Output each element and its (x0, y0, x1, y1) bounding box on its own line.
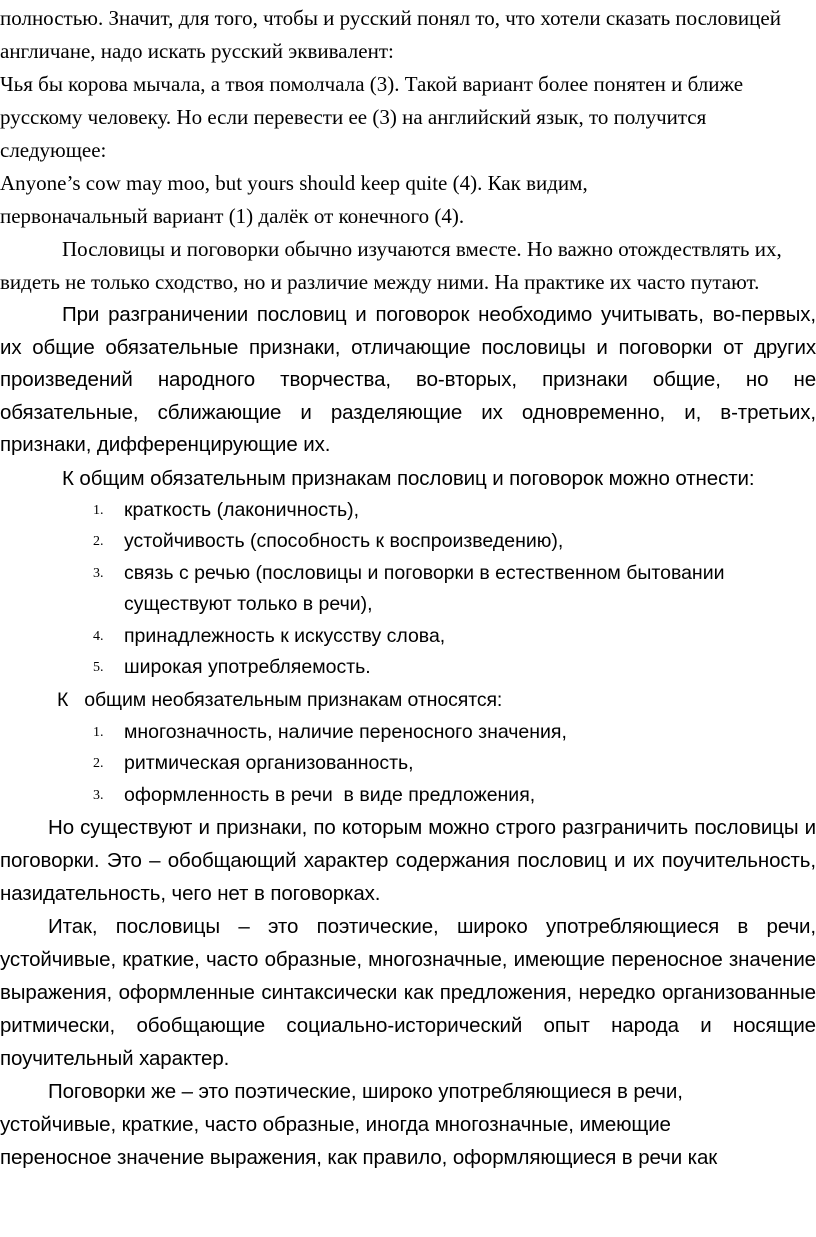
paragraph-6: К общим обязательным признакам пословиц и поговорок можно отнести: (62, 466, 755, 490)
list-item (0, 621, 816, 653)
list-item-number: 1. (93, 724, 104, 740)
list-item (0, 652, 816, 684)
list-item (0, 780, 816, 812)
list-item-text: устойчивость (способность к воспроизведению), (124, 530, 564, 552)
list-item-text: многозначность, наличие переносного значения, (124, 720, 567, 743)
paragraph-8: Но существуют и признаки, по которым можно строго разграничить пословицы и поговорки. Это – обобщающий характер содержания пословиц и их поучительность, назидательность, чего нет в поговорках. (0, 816, 816, 905)
paragraph-4: Пословицы и поговорки обычно изучаются вместе. Но важно отождествлять их, видеть не только сходство, но и различие между ними. На практике их часто путают. (0, 237, 782, 294)
paragraph-5: При разграничении пословиц и поговорок необходимо учитывать, во-первых, их общие обязательные признаки, отличающие пословицы и поговорки от других произведений народного творчества, во-вторых, признаки общие, но не обязательные, сближающие и разделяющие их одновременно, и, в-третьих, признаки, дифференцирующие их. (0, 303, 816, 456)
optional-features-list (0, 717, 816, 812)
list-item-text: связь с речью (пословицы и поговорки в естественном бытовании существуют только в речи), (124, 561, 725, 615)
list-item-number: 2. (93, 756, 104, 771)
paragraph-7: К общим необязательным признакам относятся: (57, 688, 503, 711)
list-item-text: оформленность в речи в виде предложения, (124, 783, 536, 806)
paragraph-9: Итак, пословицы – это поэтические, широко употребляющиеся в речи, устойчивые, краткие, часто образные, многозначные, имеющие переносное значение выражения, оформленные синтаксически как предложения, нередко организованные ритмически, обобщающие социально-исторический опыт народа и носящие поучительный характер. (0, 915, 816, 1070)
list-item-number: 5. (93, 660, 104, 675)
paragraph-1: полностью. Значит, для того, чтобы и русский понял то, что хотели сказать пословицей англичане, надо искать русский эквивалент: (0, 6, 781, 63)
paragraph-10: Поговорки же – это поэтические, широко употребляющиеся в речи, устойчивые, краткие, часто образные, иногда многозначные, имеющие переносное значение выражения, как правило, оформляющиеся в речи как (0, 1080, 718, 1169)
list-item-number: 1. (93, 502, 104, 518)
list-item (0, 558, 816, 621)
list-item-number: 4. (93, 628, 104, 644)
list-item-text: принадлежность к искусству слова, (124, 624, 446, 647)
list-item-text: ритмическая организованность, (124, 752, 414, 774)
list-item (0, 526, 816, 558)
paragraph-3: Anyone’s cow may moo, but yours should keep quite (4). Как видим, первоначальный вариант (1) далёк от конечного (4). (0, 171, 588, 228)
list-item-number: 3. (93, 787, 104, 803)
list-item (0, 495, 816, 527)
obligatory-features-list (0, 495, 816, 684)
list-item (0, 748, 816, 780)
list-item-text: широкая употребляемость. (124, 656, 371, 678)
list-item-number: 3. (93, 565, 104, 581)
list-item-text: краткость (лаконичность), (124, 498, 360, 521)
paragraph-2: Чья бы корова мычала, а твоя помолчала (3). Такой вариант более понятен и ближе русскому человеку. Но если перевести ее (3) на английский язык, то получится следующее: (0, 72, 744, 162)
list-item (0, 717, 816, 749)
list-item-number: 2. (93, 534, 104, 549)
